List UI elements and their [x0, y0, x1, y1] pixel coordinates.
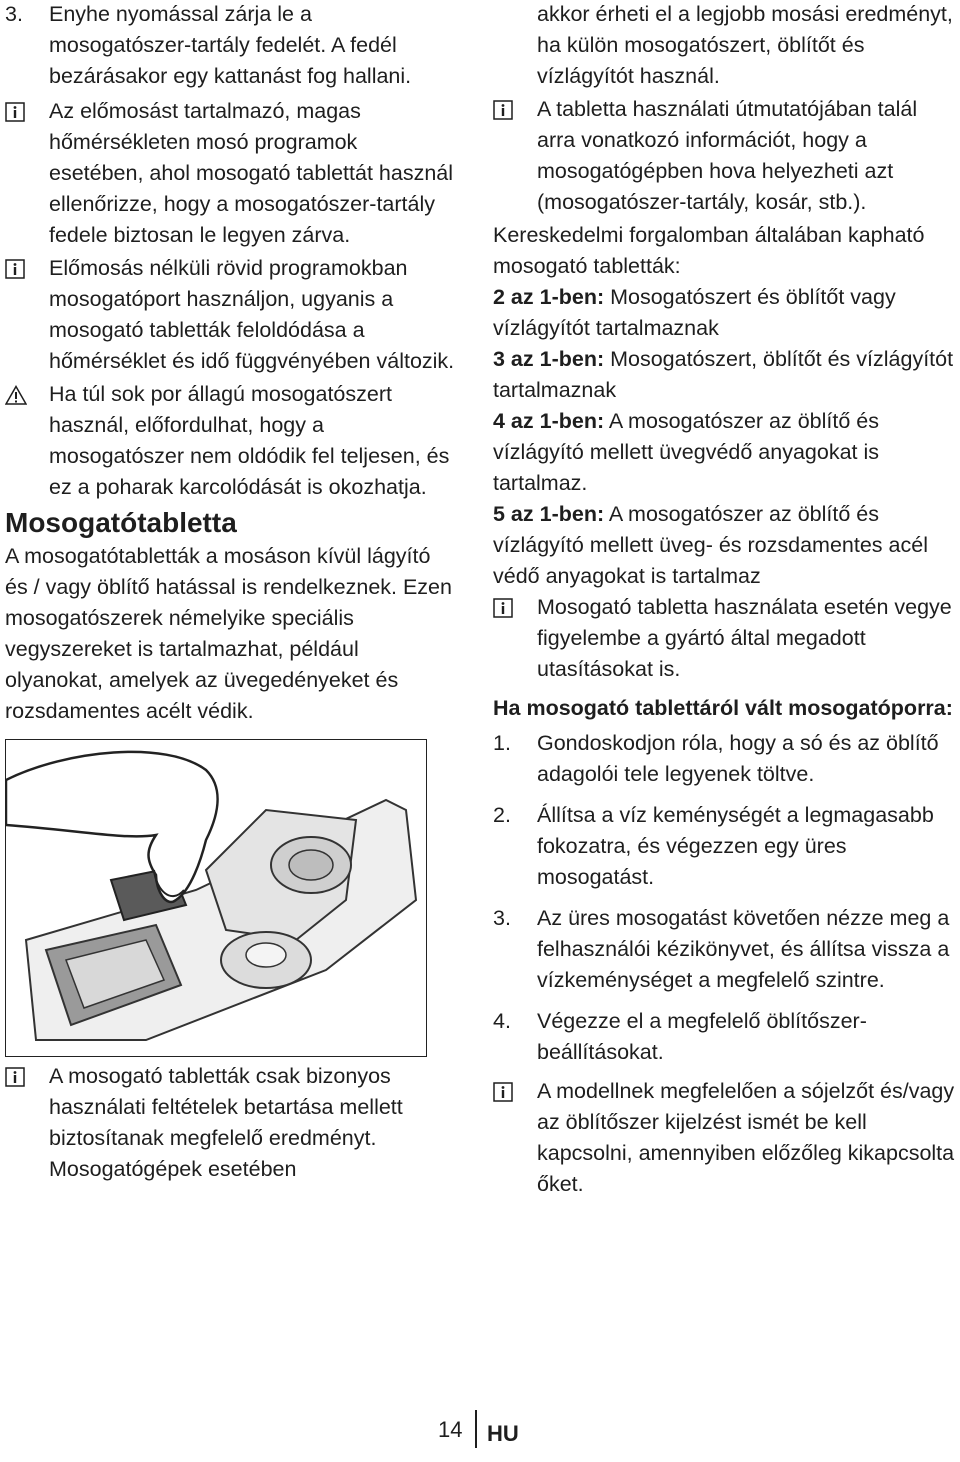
tablet-label: 4 az 1-ben: — [493, 409, 605, 433]
step-number: 2. — [493, 803, 511, 827]
info-icon — [493, 100, 513, 120]
tablet-desc: Mosogatószert, öblítőt és vízlágyítót tartalmaznak — [493, 347, 954, 402]
list-item — [493, 800, 955, 893]
info-icon — [493, 1082, 513, 1102]
step-number: 3. — [493, 906, 511, 930]
continued-text — [493, 0, 955, 92]
subheading: Ha mosogató tablettáról vált mosogatóporra: — [493, 696, 953, 720]
list-item — [493, 728, 955, 790]
intro-paragraph: Kereskedelmi forgalomban általában kapható mosogató tabletták: — [493, 223, 925, 278]
info-icon — [5, 259, 25, 279]
left-column — [5, 0, 457, 1185]
step-text: Gondoskodjon róla, hogy a só és az öblítő adagolói tele legyenek töltve. — [537, 731, 939, 786]
section-heading: Mosogatótabletta — [5, 507, 237, 538]
tablet-desc: A mosogatószer az öblítő és vízlágyító mellett üvegvédő anyagokat is tartalmaz. — [493, 409, 880, 495]
step-number: 3. — [5, 2, 23, 26]
step-text: Enyhe nyomással zárja le a mosogatószer-tartály fedelét. A fedél bezárásakor egy kattanást fog hallani. — [49, 2, 412, 88]
info-note — [5, 96, 457, 251]
info-note — [5, 253, 457, 377]
info-note — [493, 94, 955, 218]
info-text: Előmosás nélküli rövid programokban mosogatóport használjon, ugyanis a mosogató tabletták feloldódása a hőmérséklet és idő függvényében változik. — [49, 256, 455, 373]
list-item — [493, 903, 955, 996]
right-column — [493, 0, 955, 1200]
tablet-type-3in1 — [493, 344, 955, 406]
list-item — [493, 1006, 955, 1068]
step-3 — [5, 0, 457, 92]
info-icon — [5, 102, 25, 122]
steps-list — [493, 728, 955, 1068]
step-number: 4. — [493, 1009, 511, 1033]
tablet-label: 3 az 1-ben: — [493, 347, 605, 371]
info-text: A mosogató tabletták csak bizonyos használati feltételek betartása mellett biztosítanak megfelelő eredményt. Mosogatógépek esetében — [49, 1064, 403, 1181]
page-number: 14 — [438, 1417, 463, 1442]
tablet-desc: A mosogatószer az öblítő és vízlágyító mellett üveg- és rozsdamentes acél védő anyagokat is tartalmaz — [493, 502, 928, 588]
dispenser-illustration — [5, 739, 427, 1057]
step-text: Végezze el a megfelelő öblítőszer-beállításokat. — [537, 1009, 867, 1064]
tablet-type-2in1 — [493, 282, 955, 344]
language-code: HU — [487, 1421, 519, 1446]
info-note — [5, 1061, 457, 1185]
tablet-label: 5 az 1-ben: — [493, 502, 605, 526]
info-icon — [5, 1067, 25, 1087]
info-text: A modellnek megfelelően a sójelzőt és/vagy az öblítőszer kijelzést ismét be kell kapcsolni, amennyiben előzőleg kikapcsolta őket. — [537, 1079, 955, 1196]
step-text: Az üres mosogatást követően nézze meg a felhasználói kézikönyvet, és állítsa vissza a vízkeménységet a megfelelő szintre. — [537, 906, 950, 992]
footer-divider — [475, 1410, 477, 1448]
tablet-label: 2 az 1-ben: — [493, 285, 605, 309]
continued-paragraph: akkor érheti el a legjobb mosási eredményt, ha külön mosogatószert, öblítőt és vízlágyítót használ. — [537, 2, 953, 88]
step-number: 1. — [493, 731, 511, 755]
step-text: Állítsa a víz keménységét a legmagasabb fokozatra, és végezzen egy üres mosogatást. — [537, 803, 934, 889]
warning-icon — [5, 385, 25, 405]
tablet-type-5in1 — [493, 499, 955, 592]
warning-text: Ha túl sok por állagú mosogatószert használ, előfordulhat, hogy a mosogatószer nem oldódik fel teljesen, és ez a poharak karcolódását is okozhatja. — [49, 382, 450, 499]
info-text: Mosogató tabletta használata esetén vegye figyelembe a gyártó által megadott utasításokat is. — [537, 595, 952, 681]
warning-note — [5, 379, 457, 503]
info-icon — [493, 598, 513, 618]
tablet-type-4in1 — [493, 406, 955, 499]
info-note — [493, 592, 955, 685]
info-note — [493, 1076, 955, 1200]
paragraph: A mosogatótabletták a mosáson kívül lágyító és / vagy öblítő hatással is rendelkeznek. Ezen mosogatószerek némelyike speciális vegyszereket is tartalmazhat, például olyanokat, amelyek az üvegedényeket és rozsdamentes acélt védik. — [5, 544, 452, 723]
tablet-desc: Mosogatószert és öblítőt vagy vízlágyítót tartalmaznak — [493, 285, 896, 340]
info-text: A tabletta használati útmutatójában talál arra vonatkozó információt, hogy a mosogatógépben hova helyezheti azt (mosogatószer-tartály, kosár, stb.). — [537, 97, 918, 214]
info-text: Az előmosást tartalmazó, magas hőmérsékleten mosó programok esetében, ahol mosogató tablettát használ ellenőrizze, hogy a mosogatószer-tartály fedele biztosan le legyen zárva. — [49, 99, 454, 247]
